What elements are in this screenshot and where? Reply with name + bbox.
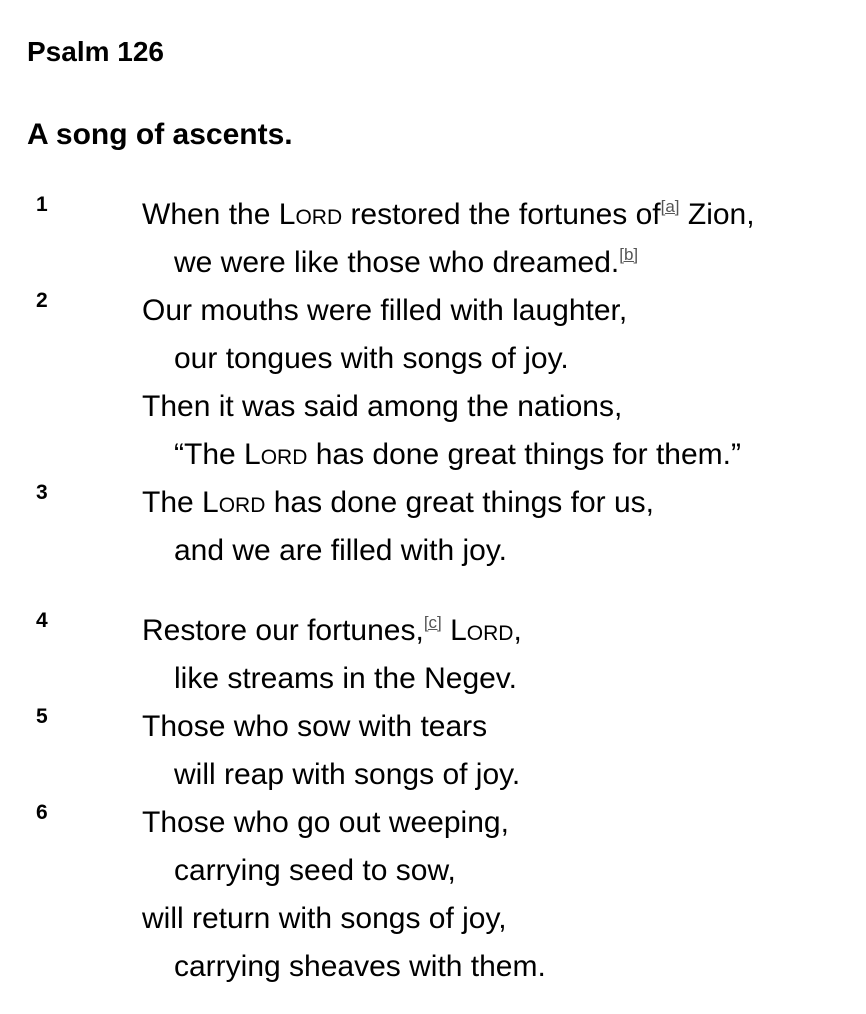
footnote-a-link[interactable]: [a] <box>660 197 680 216</box>
verse-4-line-2: like streams in the Negev. <box>174 662 517 695</box>
verse-number-3: 3 <box>36 481 48 504</box>
verse-2-line-4: “The Lord has done great things for them.” <box>174 438 741 471</box>
passage-title: Psalm 126 <box>27 36 164 67</box>
verse-1-line-2: we were like those who dreamed.[b] <box>174 245 639 279</box>
footnote-b-link[interactable]: [b] <box>619 245 639 264</box>
verse-2-line-2: our tongues with songs of joy. <box>174 342 569 375</box>
verse-6-line-1: Those who go out weeping, <box>142 806 509 839</box>
verse-number-6: 6 <box>36 801 48 824</box>
divine-name: Lord <box>202 486 266 519</box>
verse-3-line-2: and we are filled with joy. <box>174 534 507 567</box>
verse-6-line-2: carrying seed to sow, <box>174 854 456 887</box>
verse-2-line-1: Our mouths were filled with laughter, <box>142 294 628 327</box>
verse-number-4: 4 <box>36 609 48 632</box>
footnote-c-link[interactable]: [c] <box>423 613 442 632</box>
verse-4-line-1: Restore our fortunes,[c] Lord, <box>142 613 522 647</box>
divine-name: Lord <box>244 438 308 471</box>
verse-5-line-2: will reap with songs of joy. <box>174 758 521 791</box>
verse-5-line-1: Those who sow with tears <box>142 710 488 743</box>
divine-name: Lord <box>450 614 514 647</box>
verse-6-line-3: will return with songs of joy, <box>142 902 507 935</box>
divine-name: Lord <box>278 198 343 231</box>
psalm-superscription: A song of ascents. <box>27 118 293 151</box>
verse-1-line-1: When the Lord restored the fortunes of[a] Zion, <box>142 197 755 231</box>
verse-number-5: 5 <box>36 705 48 728</box>
verse-number-2: 2 <box>36 289 48 312</box>
verse-2-line-3: Then it was said among the nations, <box>142 390 623 423</box>
verse-number-1: 1 <box>36 193 48 216</box>
verse-6-line-4: carrying sheaves with them. <box>174 950 546 983</box>
verse-3-line-1: The Lord has done great things for us, <box>142 486 654 519</box>
